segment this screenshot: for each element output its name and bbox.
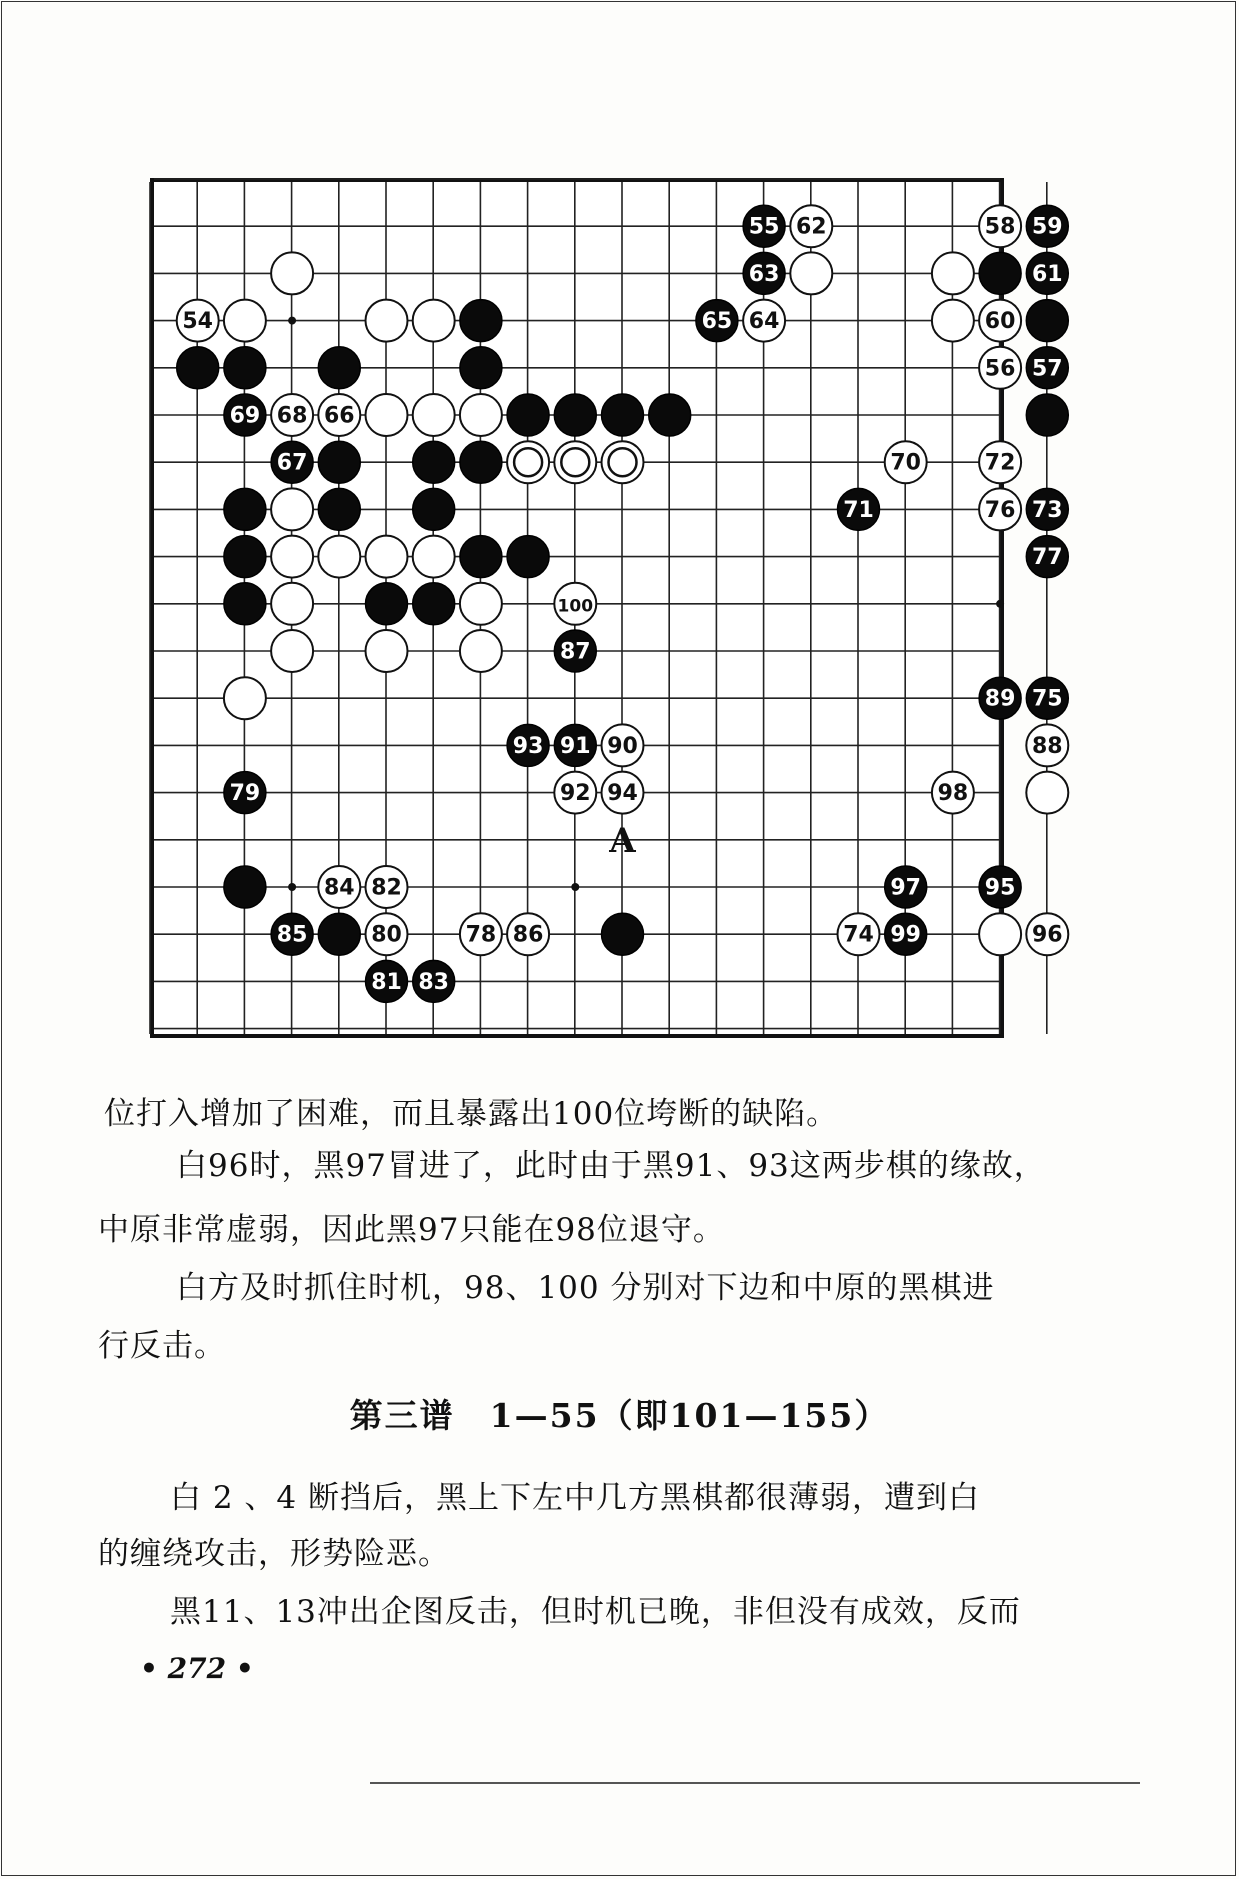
white-stone: [366, 394, 408, 436]
move-number: 70: [890, 450, 922, 476]
move-number: 92: [559, 781, 591, 807]
black-stone: [602, 394, 644, 436]
black-stone: [224, 488, 266, 530]
white-stone: [932, 252, 974, 294]
white-stone: [271, 630, 313, 672]
black-stone: [649, 394, 691, 436]
black-stone: [460, 536, 502, 578]
move-number: 72: [984, 450, 1016, 476]
paragraph-line: 的缠绕攻击，形势险恶。: [98, 1536, 450, 1572]
section-heading: 第三谱 1—55（即101—155）: [349, 1396, 890, 1435]
move-number: 62: [795, 214, 827, 240]
black-stone: [224, 347, 266, 389]
white-stone: [366, 536, 408, 578]
move-number: 90: [607, 733, 638, 759]
white-stone: [460, 630, 502, 672]
white-stone: [224, 677, 266, 719]
move-number: 63: [748, 261, 780, 287]
page-number: • 272 •: [140, 1652, 254, 1685]
paragraph-line: 黑11、13冲出企图反击，但时机已晚，非但没有成效，反而: [170, 1594, 1021, 1630]
black-stone: [318, 441, 360, 483]
move-number: 58: [984, 214, 1016, 240]
white-stone: [413, 394, 455, 436]
move-number: 93: [512, 733, 544, 759]
move-number: 57: [1031, 356, 1063, 382]
black-stone: [318, 913, 360, 955]
black-stone: [224, 583, 266, 625]
black-stone: [1026, 300, 1068, 342]
black-stone: [979, 252, 1021, 294]
white-stone: [271, 252, 313, 294]
move-number: 96: [1031, 922, 1063, 948]
white-stone: [271, 488, 313, 530]
move-number: 94: [607, 781, 638, 807]
move-number: 64: [748, 309, 780, 335]
move-number: 56: [984, 356, 1016, 382]
move-number: 66: [323, 403, 355, 429]
move-number: 54: [182, 309, 214, 335]
white-stone: [790, 252, 832, 294]
star-point: [288, 883, 296, 891]
white-stone: [460, 394, 502, 436]
black-stone: [318, 488, 360, 530]
white-stone: [271, 536, 313, 578]
move-number: 75: [1031, 686, 1063, 712]
white-stone: [366, 630, 408, 672]
black-stone: [460, 300, 502, 342]
move-number: 88: [1031, 733, 1063, 759]
move-number: 84: [323, 875, 355, 901]
move-number: 80: [371, 922, 402, 948]
move-number: 85: [276, 922, 308, 948]
black-stone: [460, 347, 502, 389]
paragraph-line: 白方及时抓住时机，98、100 分别对下边和中原的黑棋进: [176, 1270, 995, 1306]
paragraph-line: 白 2 、4 断挡后，黑上下左中几方黑棋都很薄弱，遭到白: [170, 1480, 981, 1516]
black-stone: [507, 394, 549, 436]
white-stone: [413, 300, 455, 342]
move-number: 68: [276, 403, 308, 429]
paragraph-line: 中原非常虚弱，因此黑97只能在98位退守。: [98, 1212, 725, 1248]
move-number: 91: [559, 733, 591, 759]
black-stone: [318, 347, 360, 389]
black-stone: [460, 441, 502, 483]
move-number: 78: [465, 922, 497, 948]
move-number: 97: [890, 875, 922, 901]
move-number: 79: [229, 781, 261, 807]
paragraph-line: 位打入增加了困难，而且暴露出100位垮断的缺陷。: [104, 1096, 839, 1132]
move-number: 67: [276, 450, 308, 476]
move-number: 100: [557, 596, 594, 617]
move-number: 86: [512, 922, 544, 948]
star-point: [996, 600, 1004, 608]
paragraph-line: 白96时，黑97冒进了，此时由于黑91、93这两步棋的缘故，: [176, 1148, 1046, 1184]
move-number: 76: [984, 497, 1016, 523]
move-number: 69: [229, 403, 261, 429]
move-number: 87: [559, 639, 591, 665]
move-number: 98: [937, 781, 969, 807]
white-stone: [224, 300, 266, 342]
black-stone: [224, 536, 266, 578]
black-stone: [224, 866, 266, 908]
move-number: 99: [890, 922, 922, 948]
move-number: 61: [1031, 261, 1063, 287]
white-stone: [318, 536, 360, 578]
black-stone: [413, 441, 455, 483]
move-number: 74: [843, 922, 874, 948]
star-point: [288, 317, 296, 325]
move-number: 95: [984, 875, 1016, 901]
move-number: 71: [843, 497, 874, 523]
move-number: 81: [371, 969, 402, 995]
move-number: 55: [748, 214, 780, 240]
move-number: 89: [984, 686, 1016, 712]
white-stone: [460, 583, 502, 625]
black-stone: [554, 394, 596, 436]
white-stone: [979, 913, 1021, 955]
black-stone: [413, 488, 455, 530]
move-number: 60: [984, 309, 1016, 335]
black-stone: [507, 536, 549, 578]
move-number: 77: [1031, 545, 1063, 571]
go-board-diagram: [150, 178, 1063, 1058]
move-number: 59: [1031, 214, 1063, 240]
move-number: 83: [418, 969, 450, 995]
bottom-rule: [370, 1782, 1140, 1784]
point-label-a: A: [609, 820, 636, 861]
paragraph-line: 行反击。: [98, 1328, 226, 1364]
black-stone: [366, 583, 408, 625]
black-stone: [602, 913, 644, 955]
white-stone: [271, 583, 313, 625]
star-point: [571, 883, 579, 891]
black-stone: [1026, 394, 1068, 436]
white-stone: [932, 300, 974, 342]
white-stone: [413, 536, 455, 578]
black-stone: [177, 347, 219, 389]
move-number: 82: [371, 875, 402, 901]
move-number: 73: [1031, 497, 1063, 523]
move-number: 65: [701, 309, 733, 335]
black-stone: [413, 583, 455, 625]
white-stone: [366, 300, 408, 342]
white-stone: [1026, 772, 1068, 814]
